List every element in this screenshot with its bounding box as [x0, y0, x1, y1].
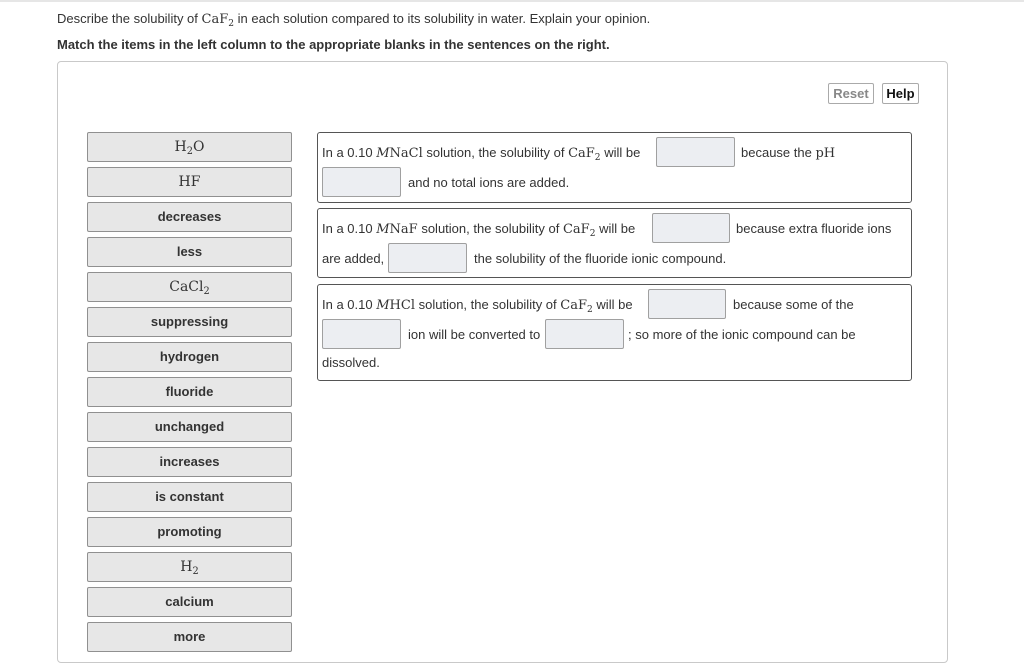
s1-blank-solubility[interactable] [656, 137, 735, 167]
question-formula: CaF$_2$ [201, 12, 235, 29]
item-hf[interactable]: HF [87, 167, 292, 197]
s3-text-b: because some of the [733, 297, 854, 312]
item-less[interactable]: less [87, 237, 292, 267]
s3-blank-solubility[interactable] [648, 289, 726, 319]
s1-blank-ph[interactable] [322, 167, 401, 197]
sentence-nacl [317, 132, 912, 203]
s2-blank-solubility[interactable] [652, 213, 730, 243]
help-button[interactable]: Help [882, 83, 919, 104]
s3-blank-product[interactable] [545, 319, 624, 349]
item-suppressing[interactable]: suppressing [87, 307, 292, 337]
item-is-constant[interactable]: is constant [87, 482, 292, 512]
s2-text-b: because extra fluoride ions [736, 221, 892, 236]
s2-blank-effect[interactable] [388, 243, 467, 273]
s2-text-a: In a 0.10 MNaF solution, the solubility of CaF$_2$ will be [322, 221, 636, 239]
item-increases[interactable]: increases [87, 447, 292, 477]
item-hydrogen[interactable]: hydrogen [87, 342, 292, 372]
top-divider [0, 0, 1024, 2]
item-promoting[interactable]: promoting [87, 517, 292, 547]
s2-text-c: are added, [322, 251, 385, 266]
item-h2[interactable]: $H_2$ [87, 552, 292, 582]
s3-text-a: In a 0.10 MHCl solution, the solubility of CaF$_2$ will be [322, 297, 633, 315]
s3-text-d: ; so more of the ionic compound can be [628, 327, 856, 342]
reset-button[interactable]: Reset [828, 83, 874, 104]
s3-blank-ion[interactable] [322, 319, 401, 349]
s1-text-b: because the pH [741, 145, 836, 161]
s2-text-d: the solubility of the fluoride ionic compound. [474, 251, 727, 266]
s1-text-c: and no total ions are added. [408, 175, 570, 190]
s1-text-a: In a 0.10 MNaCl solution, the solubility of CaF$_2$ will be [322, 145, 641, 163]
item-cacl2[interactable]: CaCl$_2$ [87, 272, 292, 302]
item-more[interactable]: more [87, 622, 292, 652]
item-decreases[interactable]: decreases [87, 202, 292, 232]
item-fluoride[interactable]: fluoride [87, 377, 292, 407]
question-text: Describe the solubility of CaF$_2$ in each solution compared to its solubility in water. Explain your opinion. [57, 11, 651, 29]
instruction-text: Match the items in the left column to the appropriate blanks in the sentences on the right. [57, 37, 610, 52]
s3-text-e: dissolved. [322, 355, 380, 370]
item-calcium[interactable]: calcium [87, 587, 292, 617]
s3-text-c: ion will be converted to [408, 327, 541, 342]
item-h2o[interactable]: $H_2O$ [87, 132, 292, 162]
item-unchanged[interactable]: unchanged [87, 412, 292, 442]
